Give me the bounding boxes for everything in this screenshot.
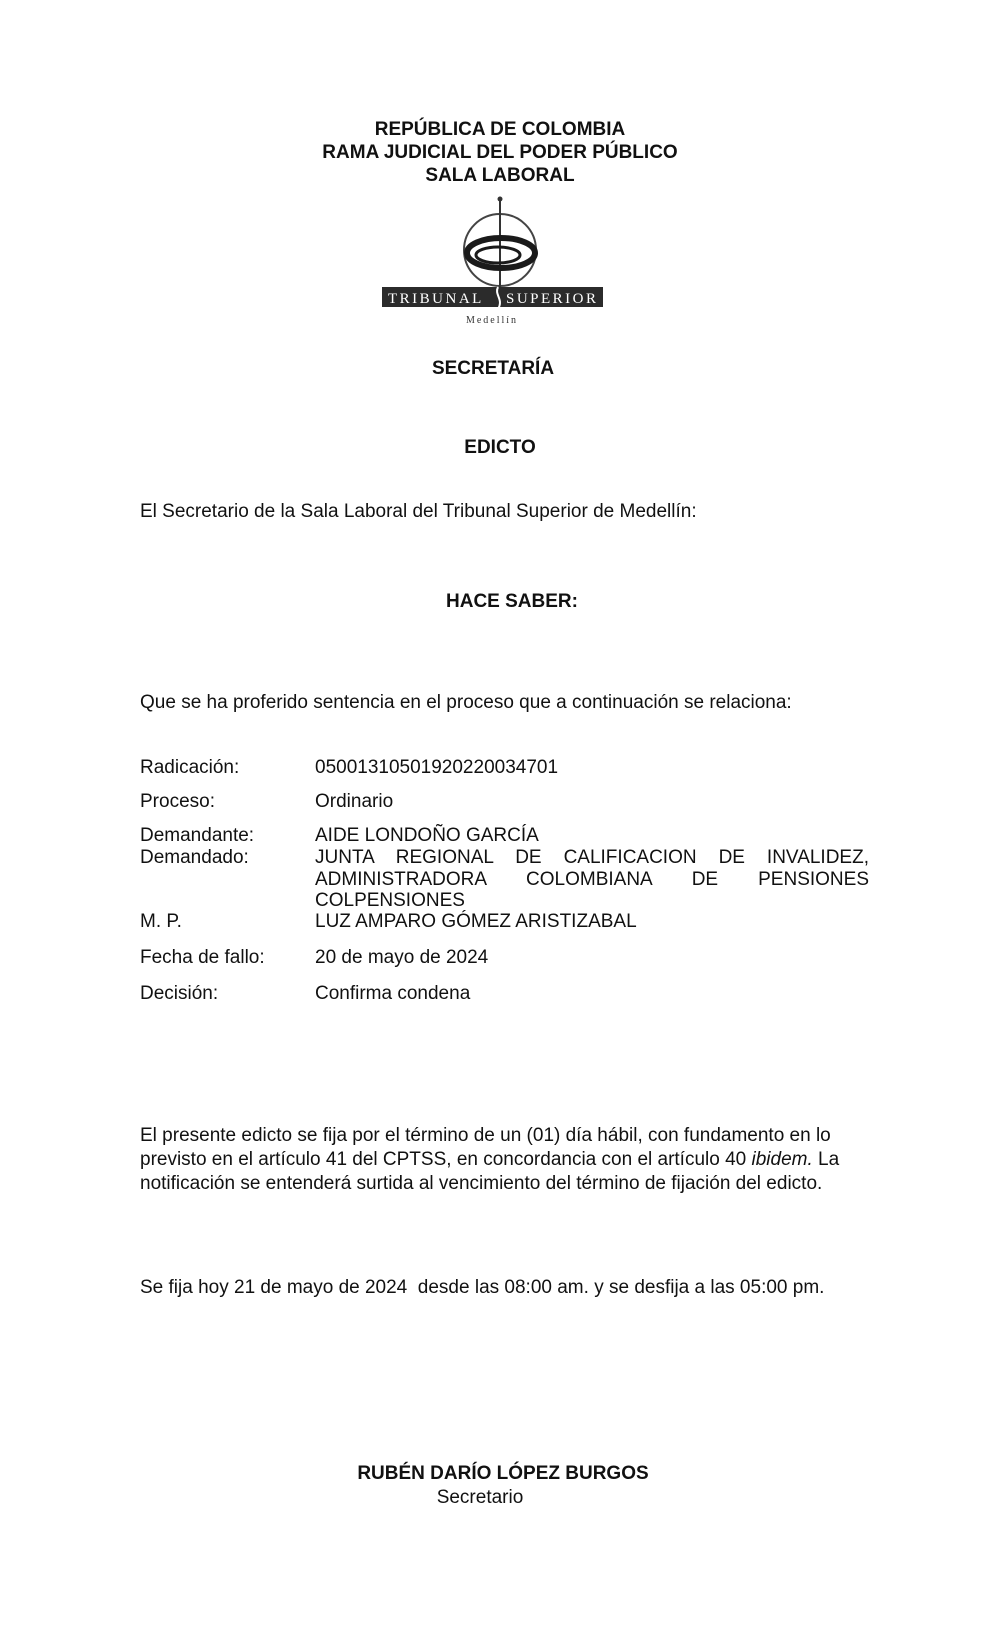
demandado-value-line2: ADMINISTRADORA COLOMBIANA DE PENSIONES [315, 869, 869, 890]
proceso-value: Ordinario [315, 791, 394, 812]
signatory-name-text: RUBÉN DARÍO LÓPEZ BURGOS [357, 1463, 649, 1484]
intro-paragraph: El Secretario de la Sala Laboral del Tribunal Superior de Medellín: [140, 501, 697, 522]
fecha-fallo-value: 20 de mayo de 2024 [315, 947, 489, 968]
header-rama-judicial: RAMA JUDICIAL DEL PODER PÚBLICO [322, 142, 678, 163]
radicacion-value: 05001310501920220034701 [315, 757, 559, 778]
radicacion-label: Radicación: [140, 757, 240, 778]
demandante-value: AIDE LONDOÑO GARCÍA [315, 825, 539, 846]
demandado-value-line3: COLPENSIONES [315, 890, 465, 911]
paragraph-part1: El presente edicto se fija por el término de un (01) día hábil, con fundamento en lo previsto en el artículo 41 del CPTSS, en concordancia con el artículo 40 [140, 1125, 831, 1170]
tribunal-superior-logo [380, 195, 620, 340]
demandado-label: Demandado: [140, 847, 249, 868]
paragraph-part2: La notificación se entenderá surtida al vencimiento del término de fijación del edicto. [140, 1149, 840, 1194]
logo-text-superior: SUPERIOR [506, 291, 599, 307]
tribunal-logo-graphic [380, 195, 620, 340]
logo-text-tribunal: TRIBUNAL [388, 291, 484, 307]
edicto-text: EDICTO [464, 437, 536, 458]
proceso-label: Proceso: [140, 791, 215, 812]
decision-label: Decisión: [140, 983, 219, 1004]
logo-text-medellin: Medellín [465, 315, 519, 326]
demandante-label: Demandante: [140, 825, 255, 846]
signatory-name [0, 1462, 1000, 1485]
header-sala-laboral: SALA LABORAL [425, 165, 575, 186]
signatory-role-text: Secretario [436, 1487, 524, 1508]
document-header [0, 118, 1000, 187]
paragraph-ibidem: ibidem. [751, 1149, 813, 1170]
signatory-role [0, 1486, 1000, 1509]
fecha-fallo-label: Fecha de fallo: [140, 947, 265, 968]
secretaria-heading [0, 357, 1000, 380]
header-republica: REPÚBLICA DE COLOMBIA [374, 119, 626, 140]
edicto-heading [0, 436, 1000, 459]
fijacion-fundamento-paragraph [140, 1124, 870, 1196]
mp-label: M. P. [140, 911, 182, 932]
demandado-value-line1: JUNTA REGIONAL DE CALIFICACION DE INVALIDEZ, [315, 847, 869, 868]
decision-value: Confirma condena [315, 983, 471, 1004]
que-se-paragraph: Que se ha proferido sentencia en el proceso que a continuación se relaciona: [140, 692, 792, 713]
mp-value: LUZ AMPARO GÓMEZ ARISTIZABAL [315, 911, 637, 932]
hace-saber-heading [0, 590, 1000, 613]
hace-saber-text: HACE SABER: [446, 591, 578, 612]
fijacion-horario-paragraph: Se fija hoy 21 de mayo de 2024 desde las 08:00 am. y se desfija a las 05:00 pm. [140, 1277, 825, 1298]
secretaria-text: SECRETARÍA [431, 358, 555, 379]
